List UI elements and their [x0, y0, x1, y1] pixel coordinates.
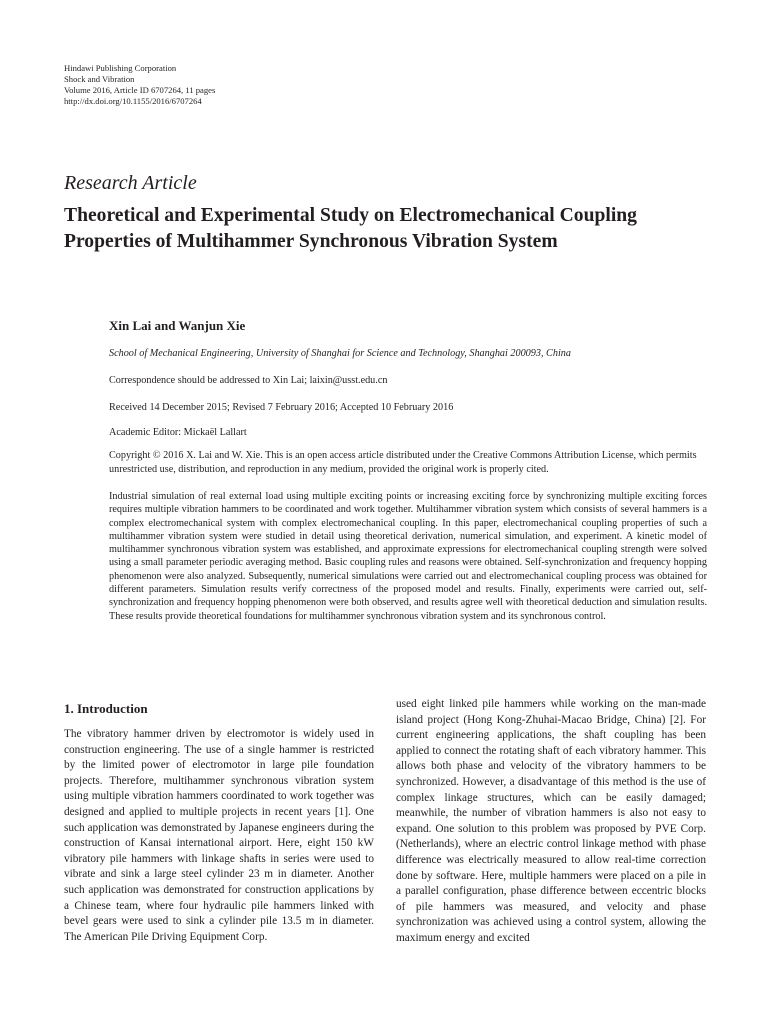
journal-name: Shock and Vibration [64, 74, 135, 84]
submission-dates: Received 14 December 2015; Revised 7 February 2016; Accepted 10 February 2016 [109, 402, 454, 413]
body-paragraph: The vibratory hammer driven by electromotor is widely used in construction engineering. The use of a single hammer is restricted by the limited power of electromotor in large pile foundation projects. Therefore, multihammer synchronous vibration system using multiple vibration hammers coordinated to work together was designed and applied to multiple projects in recent years [1]. One such application was demonstrated by Japanese engineers during the construction of Kansai international airport. Here, eight 150 kW vibratory pile hammers with linkage shafts in series were used to vibrate and sink a large steel cylinder 23 m in diameter. Another such application was demonstrated for construction applications by a Chinese team, where four hydraulic pile hammers linked with bevel gears were used to sink a cylinder pile 13.5 m in diameter. The American Pile Driving Equipment Corp. [64, 728, 374, 943]
body-paragraph: used eight linked pile hammers while working on the man-made island project (Hong Kong-Zhuhai-Macao Bridge, China) [2]. For current engineering applications, the shaft coupling has been applied to connect the rotating shaft of each vibratory hammer. This allows both phase and velocity of the vibratory hammers to be synchronized. However, a disadvantage of this method is the use of complex linkage structures, which can be easily damaged; meanwhile, the number of vibration hammers is also not easy to expand. One solution to this problem was proposed by PVE Corp. (Netherlands), where an electric control linkage method with phase difference was electrically measured to allow real-time correction done by software. Here, multiple hammers were placed on a pile in a parallel configuration, phase difference between eccentric blocks of pile hammers was measured, and velocity and phase synchronization was achieved using a control system, allowing the maximum energy and excited [396, 698, 706, 944]
doi-link[interactable]: http://dx.doi.org/10.1155/2016/6707264 [64, 96, 202, 106]
article-type: Research Article [64, 172, 197, 194]
body-column-left [64, 727, 374, 945]
body-column-right [396, 697, 706, 947]
copyright-notice: Copyright © 2016 X. Lai and W. Xie. This is an open access article distributed under the Creative Commons Attribution License, which permits unrestricted use, distribution, and reproduction in any medium, provided the original work is properly cited. [109, 450, 697, 475]
author-affiliation: School of Mechanical Engineering, University of Shanghai for Science and Technology, Shanghai 200093, China [109, 348, 571, 359]
correspondence-note: Correspondence should be addressed to Xin Lai; laixin@usst.edu.cn [109, 375, 388, 386]
publisher-name: Hindawi Publishing Corporation [64, 63, 177, 73]
volume-info: Volume 2016, Article ID 6707264, 11 pages [64, 85, 216, 95]
author-list: Xin Lai and Wanjun Xie [109, 318, 246, 333]
academic-editor: Academic Editor: Mickaël Lallart [109, 427, 247, 438]
paper-title: Theoretical and Experimental Study on Electromechanical Coupling Properties of Multihammer Synchronous Vibration System [64, 205, 637, 252]
abstract-text: Industrial simulation of real external load using multiple exciting points or increasing exciting force by synchronizing multiple exciting forces requires multiple vibration hammers to be coordinated and work together. Multihammer vibration system which consists of several hammers is a complex electromechanical system with complex electromechanical coupling. In this paper, electromechanical coupling properties of such a multihammer vibration system were studied in detail using theoretical derivation, numerical simulation, and experiment. A kinetic model of multihammer synchronous vibration system was established, and approximate expressions for electromechanical coupling strength were solved using a small parameter periodic averaging method. Basic coupling rules and reasons were obtained. Self-synchronization and frequency hopping phenomenon were also analyzed. Subsequently, numerical simulations were carried out and electromechanical coupling process was obtained for different parameters. Simulation results verify correctness of the proposed model and results. Finally, experiments were carried out, self-synchronization and frequency hopping phenomenon were both observed, and results agree well with theoretical deduction and simulation results. These results provide theoretical foundations for multihammer synchronous vibration system and its synchronous control. [109, 491, 707, 622]
section-heading: 1. Introduction [64, 701, 148, 716]
journal-header [64, 63, 364, 107]
